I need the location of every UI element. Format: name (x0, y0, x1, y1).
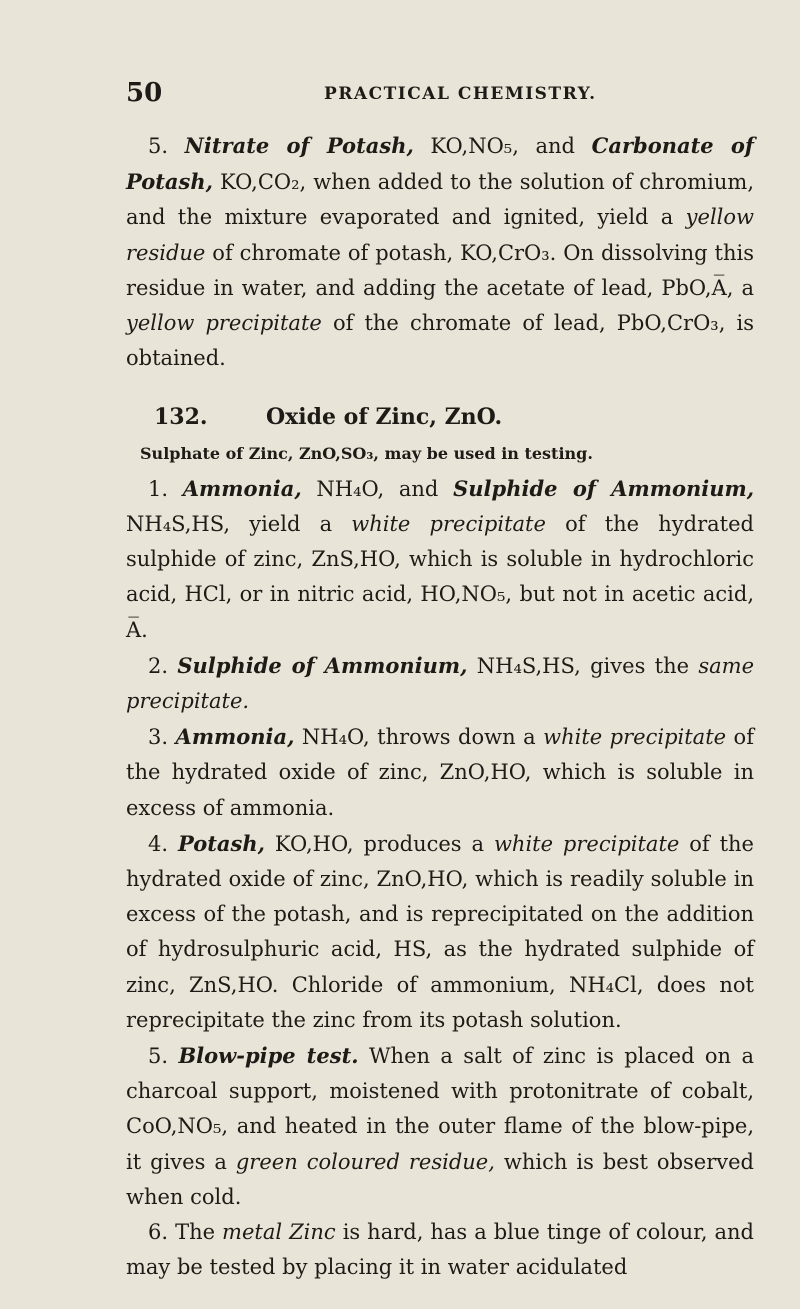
emphasis: white precipitate (493, 831, 680, 856)
body-run: When a salt of zinc is placed on a charcoal support, moistened with protonitrate of cobalt, CoO,NO₅, and heated in the outer flame of the blow-pipe, it gives a (126, 1044, 754, 1174)
paragraph-5-blowpipe (126, 1038, 754, 1215)
body-run: The (175, 1220, 216, 1245)
emphasis: green coloured residue, (235, 1149, 495, 1174)
page-number: 50 (126, 78, 163, 108)
formula: KO,CO₂, (220, 170, 307, 195)
item-number: 6. (148, 1220, 169, 1245)
emphasis: yellow residue (126, 205, 754, 265)
conjunction: and (398, 476, 439, 501)
body-run: of the hydrated sulphide of zinc, ZnS,HO, which is soluble in hydrochloric acid, HCl, or in nitric acid, HO,NO₅, but not in acetic acid, A̅. (126, 512, 754, 642)
emphasis: same precipitate. (126, 653, 754, 714)
paragraph-2-sulphide (126, 648, 754, 719)
emphasis: metal Zinc (222, 1220, 336, 1245)
item-number: 4. (148, 831, 169, 856)
section-note: Sulphate of Zinc, ZnO,SO₃, may be used in testing. (140, 443, 593, 463)
conjunction: and (535, 134, 576, 158)
reagent-name: Sulphide of Ammonium, (453, 475, 754, 501)
emphasis: white precipitate (543, 725, 727, 750)
paragraph-3-ammonia (126, 719, 754, 826)
reagent-name: Ammonia, (182, 475, 302, 501)
paragraph-4-potash (126, 826, 754, 1038)
reagent-name: Potash, (177, 830, 265, 856)
section-heading (126, 400, 754, 435)
paragraph-1-ammonia (126, 471, 754, 648)
section-title: Oxide of Zinc, ZnO. (266, 404, 503, 431)
body-run: NH₄S,HS, yield a (126, 512, 333, 537)
reagent-name: Sulphide of Ammonium, (177, 652, 468, 678)
item-number: 5. (148, 134, 169, 158)
emphasis: white precipitate (351, 512, 546, 537)
section-number: 132. (154, 404, 208, 431)
page-header (126, 78, 756, 110)
paragraph-5-chromium (126, 128, 754, 376)
emphasis: yellow precipitate (126, 311, 322, 336)
body-run: of the hydrated oxide of zinc, ZnO,HO, which is readily soluble in excess of the potash, and is reprecipitated on the addition of hydrosulphuric acid, HS, as the hydrated sulphide of zinc, ZnS,HO. Chloride of ammonium, NH₄Cl, does not reprecipitate the zinc from its potash solution. (126, 831, 754, 1032)
body-run: NH₄O, throws down a (301, 725, 536, 750)
reagent-name: Nitrate of Potash, (184, 133, 414, 158)
body-run: KO,HO, produces a (274, 831, 485, 856)
item-number: 3. (148, 725, 169, 750)
body-run: when added to the solution of chromium, and the mixture evaporated and ignited, yield a (126, 170, 754, 230)
body-run: of chromate of potash, KO,CrO₃. On dissolving this residue in water, and adding the acetate of lead, PbO,A̅, a (126, 240, 754, 300)
body-run: of the hydrated oxide of zinc, ZnO,HO, which is soluble in excess of ammonia. (126, 725, 754, 820)
body-run: is hard, has a blue tinge of colour, and may be tested by placing it in water acidulated (126, 1220, 755, 1280)
body-run: NH₄S,HS, gives the (476, 653, 690, 678)
item-number: 2. (148, 653, 169, 678)
item-number: 5. (148, 1044, 169, 1069)
formula: NH₄O, (316, 476, 385, 501)
formula: KO,NO₅, (430, 134, 519, 158)
body-text (126, 128, 754, 1286)
reagent-name: Ammonia, (175, 724, 295, 750)
body-run: of the chromate of lead, PbO,CrO₃, is obtained. (126, 311, 754, 371)
reagent-name: Carbonate of Potash, (126, 133, 754, 195)
body-run: which is best observed when cold. (126, 1149, 754, 1209)
running-title: PRACTICAL CHEMISTRY. (324, 84, 597, 104)
item-number: 1. (148, 476, 169, 501)
reagent-name: Blow-pipe test. (178, 1043, 359, 1069)
paragraph-6-metal (126, 1215, 754, 1285)
